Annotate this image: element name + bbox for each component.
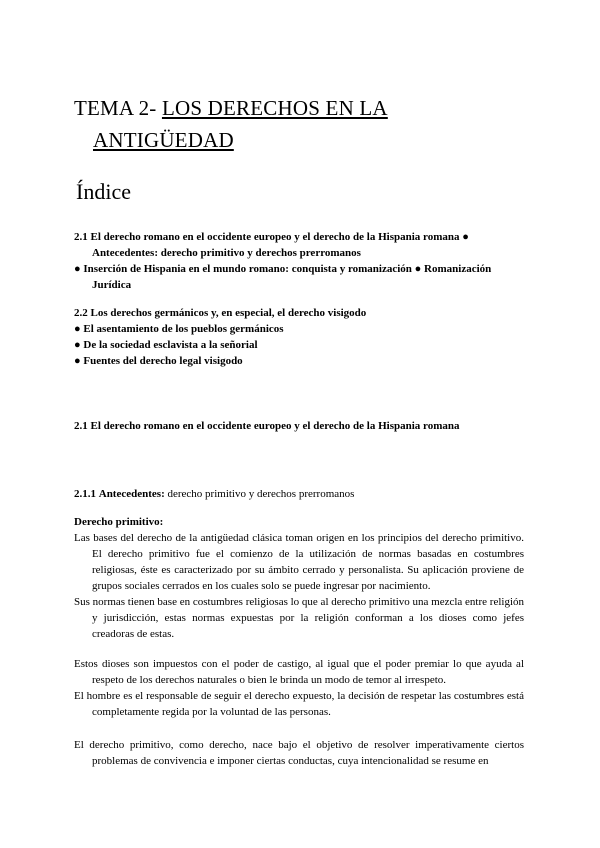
index-section-1 [74,229,524,293]
body-paragraph: Sus normas tienen base en costumbres religiosas lo que al derecho primitivo una mezcla entre religión y jurisdicción, estas normas expuestas por la religión conforman a los dioses como jefes creadoras de estas. [74,596,524,640]
body-paragraph: Estos dioses son impuestos con el poder de castigo, al igual que el poder premiar lo que ayuda al respeto de los derechos naturales o bien le brinda un modo de temor al irrespeto. [74,658,524,686]
index-section-2 [74,305,524,369]
index-item: ● De la sociedad esclavista a la señorial [74,339,258,351]
body-group-3 [74,737,524,769]
index-section-2-title: 2.2 Los derechos germánicos y, en especial, el derecho visigodo [74,307,367,319]
body-paragraph: El derecho primitivo, como derecho, nace bajo el objetivo de resolver imperativamente ciertos problemas de convivencia e imponer ciertas conductas, cuya intencionalidad se resume en [74,739,524,767]
body-group-2 [74,656,524,720]
index-section-1-text: 2.1 El derecho romano en el occidente europeo y el derecho de la Hispania romana ● Antecedentes: derecho primitivo y derechos prerromanos [74,231,469,259]
title-line-1: LOS DERECHOS EN LA [161,96,388,120]
index-section-1b-text: ● Inserción de Hispania en el mundo romano: conquista y romanización ● Romanización Jurídica [74,263,492,291]
body-paragraph: El hombre es el responsable de seguir el derecho expuesto, la decisión de respetar las costumbres está completamente regida por la voluntad de las personas. [74,690,524,718]
body-group-1 [74,530,524,642]
subsection-bold: Antecedentes: [98,488,165,500]
index-item: ● Fuentes del derecho legal visigodo [74,355,243,367]
subsection-number: 2.1.1 [74,488,96,500]
subsection-heading [74,486,524,502]
subsection-rest: derecho primitivo y derechos prerromanos [167,488,355,500]
title-line-2: ANTIGÜEDAD [93,128,234,152]
title-prefix: TEMA 2- [74,96,157,120]
derecho-primitivo-heading: Derecho primitivo: [74,516,164,528]
body-paragraph: Las bases del derecho de la antigüedad clásica toman origen en los principios del derecho primitivo. El derecho primitivo fue el comienzo de la utilización de normas basadas en costumbres religiosas, éste es caracterizado por su ámbito cerrado y personalista. Su aplicación proviene de grupos sociales cerrados en los cuales solo se puede ingresar por nacimiento. [74,532,524,592]
document-title [74,92,534,156]
index-item: ● El asentamiento de los pueblos germánicos [74,323,284,335]
index-heading: Índice [76,179,131,204]
section-heading: 2.1 El derecho romano en el occidente europeo y el derecho de la Hispania romana [74,420,460,432]
